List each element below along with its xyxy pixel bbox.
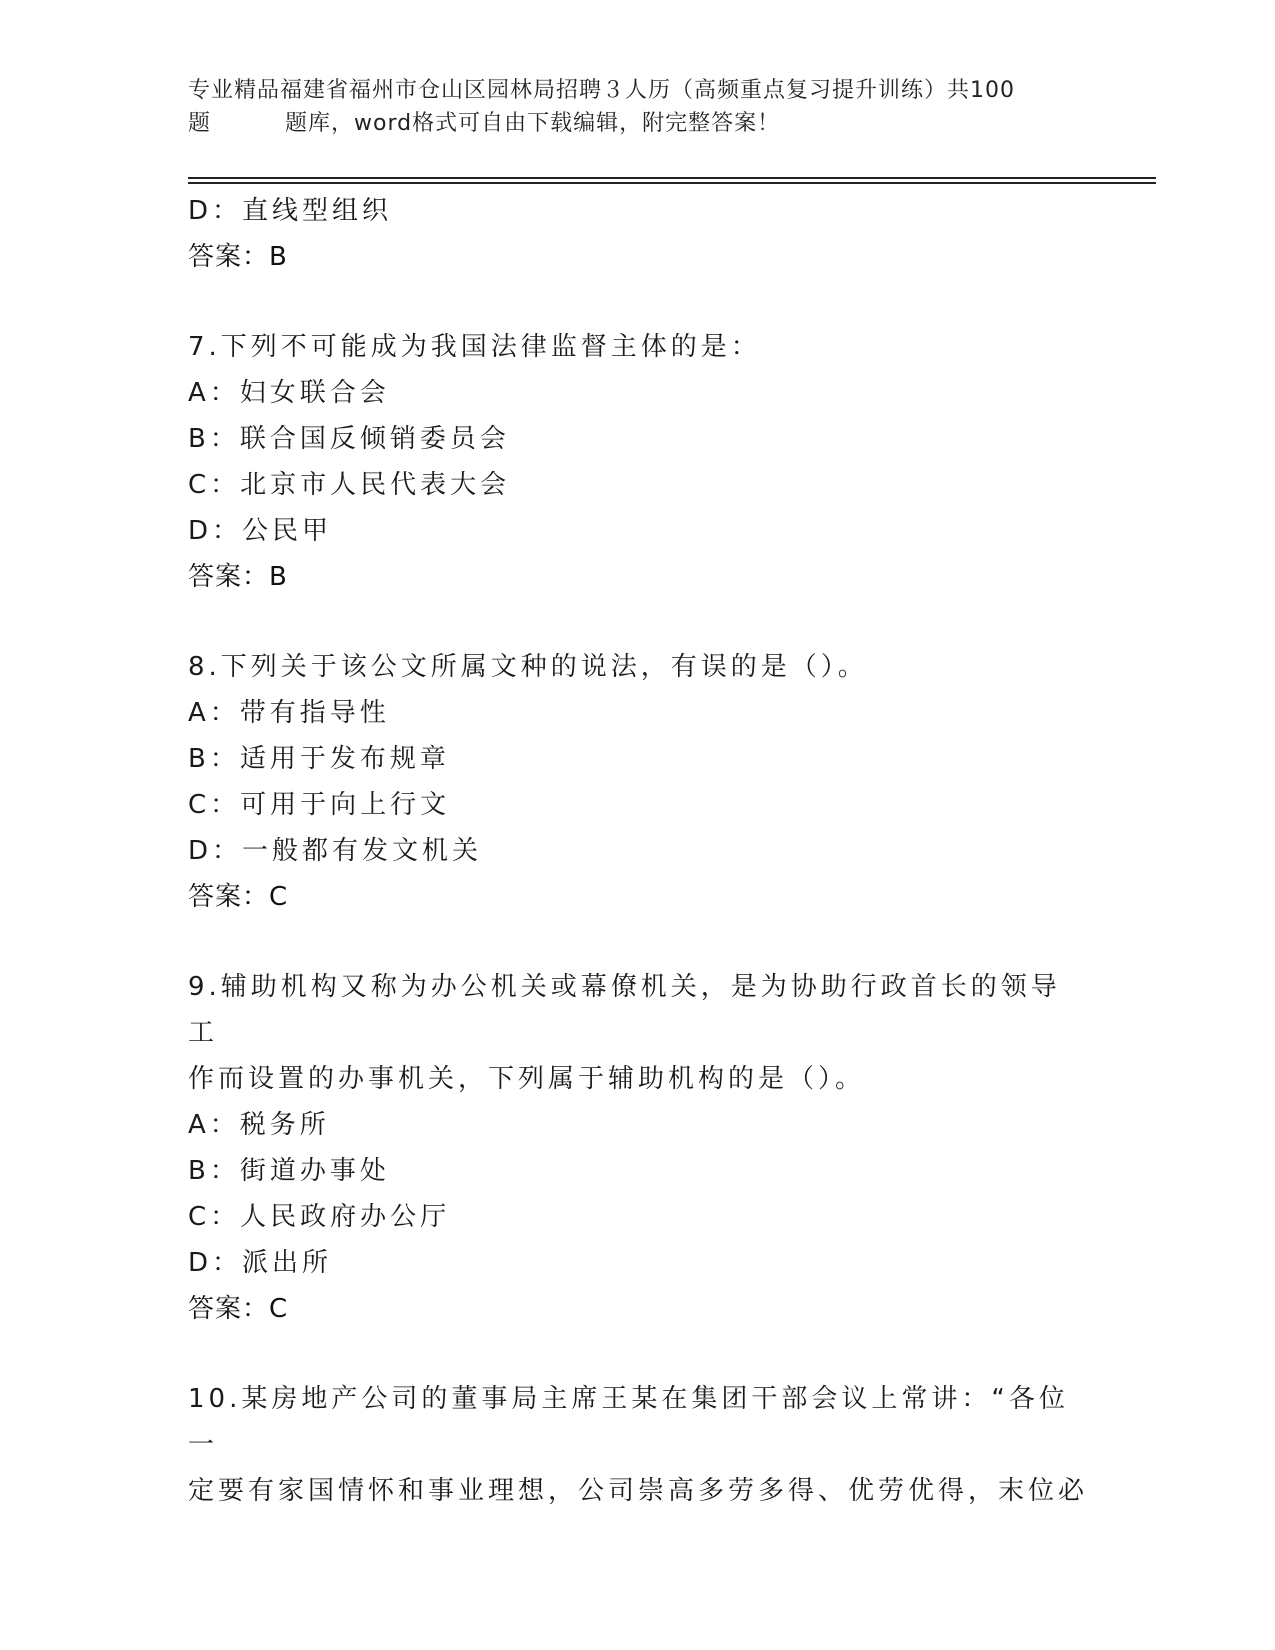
q9-option-b: B：街道办事处 [188, 1156, 390, 1186]
header-rule-top [188, 177, 1156, 179]
header-line-2-text: 题库，word格式可自由下载编辑，附完整答案！ [285, 111, 781, 136]
q9-option-a: A：税务所 [188, 1110, 330, 1140]
header-line-1: 专业精品福建省福州市仓山区园林局招聘３人历（高频重点复习提升训练）共100 [188, 78, 1015, 103]
q7-option-d: D：公民甲 [188, 516, 333, 546]
q7-stem: 7.下列不可能成为我国法律监督主体的是： [188, 332, 761, 362]
q8-answer: 答案：C [188, 882, 289, 912]
q8-option-b: B：适用于发布规章 [188, 744, 450, 774]
header-line-2-prefix: 题 [188, 111, 212, 136]
q8-stem: 8.下列关于该公文所属文种的说法，有误的是（）。 [188, 652, 868, 682]
q10-stem-line-2: 定要有家国情怀和事业理想，公司崇高多劳多得、优劳优得，末位必 [188, 1476, 1089, 1506]
q8-option-a: A：带有指导性 [188, 698, 390, 728]
q9-stem-line-1: 9.辅助机构又称为办公机关或幕僚机关，是为协助行政首长的领导工 [188, 972, 1061, 1048]
q8-option-d: D：一般都有发文机关 [188, 836, 483, 866]
q7-option-a: A：妇女联合会 [188, 378, 390, 408]
q9-option-d: D：派出所 [188, 1248, 333, 1278]
q6-option-d: D：直线型组织 [188, 196, 393, 226]
q7-answer: 答案：B [188, 562, 288, 592]
q9-stem-line-2: 作而设置的办事机关，下列属于辅助机构的是（）。 [188, 1064, 866, 1094]
header-rule-bottom [188, 182, 1156, 184]
q7-option-c: C：北京市人民代表大会 [188, 470, 511, 500]
q7-option-b: B：联合国反倾销委员会 [188, 424, 510, 454]
q9-option-c: C：人民政府办公厅 [188, 1202, 451, 1232]
question-list [188, 188, 1088, 1514]
q9-answer: 答案：C [188, 1294, 289, 1324]
q8-option-c: C：可用于向上行文 [188, 790, 451, 820]
page-header [188, 74, 1088, 140]
q6-answer: 答案：B [188, 242, 288, 272]
q10-stem-line-1: 10.某房地产公司的董事局主席王某在集团干部会议上常讲：“各位一 [188, 1384, 1069, 1460]
header-line-2 [188, 107, 1088, 140]
